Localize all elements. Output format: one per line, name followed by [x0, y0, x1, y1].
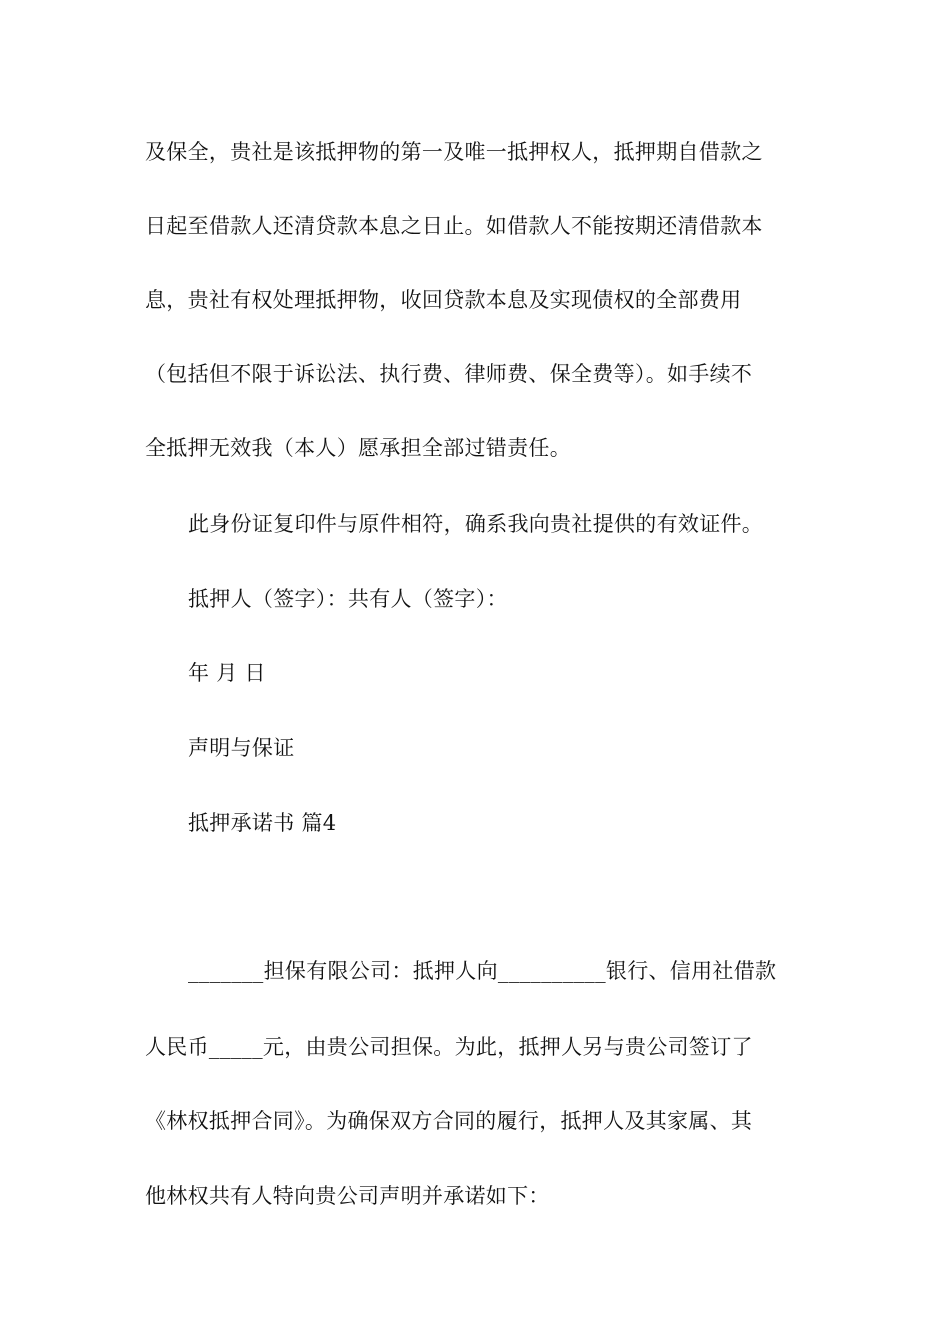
paragraph-line: （包括但不限于诉讼法、执行费、律师费、保全费等）。如手续不	[145, 362, 753, 386]
paragraph-line: _______担保有限公司：抵押人向__________银行、信用社借款	[188, 959, 777, 983]
section-heading: 声明与保证	[188, 736, 295, 760]
paragraph-line: 及保全，贵社是该抵押物的第一及唯一抵押权人，抵押期自借款之	[145, 140, 763, 164]
paragraph-line: 全抵押无效我（本人）愿承担全部过错责任。	[145, 436, 571, 460]
paragraph-line: 《林权抵押合同》。为确保双方合同的履行，抵押人及其家属、其	[145, 1109, 753, 1133]
document-title: 抵押承诺书 篇4	[188, 811, 337, 835]
paragraph-line: 息，贵社有权处理抵押物，收回贷款本息及实现债权的全部费用	[145, 288, 742, 312]
signature-line: 抵押人（签字）：共有人（签字）：	[188, 587, 508, 611]
paragraph-line: 他林权共有人特向贵公司声明并承诺如下：	[145, 1184, 550, 1208]
paragraph-line: 日起至借款人还清贷款本息之日止。如借款人不能按期还清借款本	[145, 214, 763, 238]
paragraph-line: 人民币_____元，由贵公司担保。为此，抵押人另与贵公司签订了	[145, 1035, 753, 1059]
id-statement: 此身份证复印件与原件相符，确系我向贵社提供的有效证件。	[188, 512, 764, 536]
date-line: 年 月 日	[188, 661, 266, 685]
